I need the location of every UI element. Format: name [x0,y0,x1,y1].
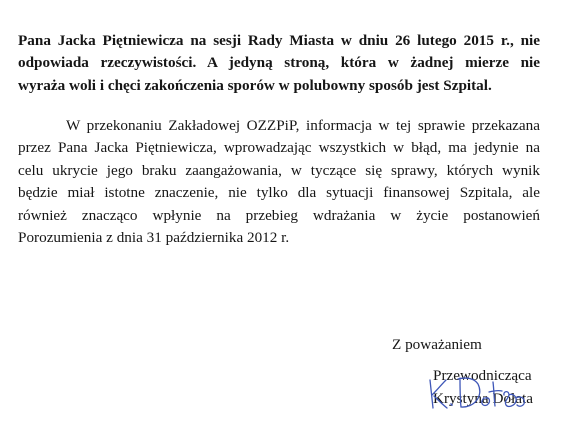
body-line: przez Pana Jacka Piętniewicza, wprowadzając wszystkich w błąd, ma jedynie na [18,139,540,157]
signature-stroke [489,382,502,406]
signature-stroke [430,380,447,408]
signatory-role: Przewodnicząca [433,367,532,384]
body-line-text: W przekonaniu Zakładowej OZZPiP, informacja w tej sprawie przekazana [66,117,540,134]
body-line: również znacząco wpłynie na przebieg wdrażania w życie postanowień [18,206,540,224]
signatory-name: Krystyna Dołata [433,390,533,407]
body-line: Porozumienia z dnia 31 października 2012 r. [18,229,290,247]
signature-stroke [451,404,452,405]
bold-line: odpowiada rzeczywistości. A jedyną stroną, która w żadnej mierze nie [18,54,540,72]
signature-stroke [504,392,516,407]
body-line: będzie miał istotne znaczenie, nie tylko dla sytuacji finansowej Szpitala, ale [18,184,540,202]
body-line [18,115,540,137]
body-paragraph [18,115,540,249]
signature-stroke [482,398,490,406]
signature-stroke [516,397,524,406]
bold-paragraph [18,30,540,97]
closing-greeting: Z poważaniem [392,336,482,353]
bold-line: wyraża woli i chęci zakończenia sporów w polubowny sposób jest Szpital. [18,76,492,94]
handwritten-signature [420,370,532,410]
signature-stroke [458,378,480,407]
bold-line: Pana Jacka Piętniewicza na sesji Rady Miasta w dniu 26 lutego 2015 r., nie [18,32,540,49]
body-line: celu ukrycie jego braku zaangażowania, w tyczące się sprawy, których wynik [18,161,540,179]
